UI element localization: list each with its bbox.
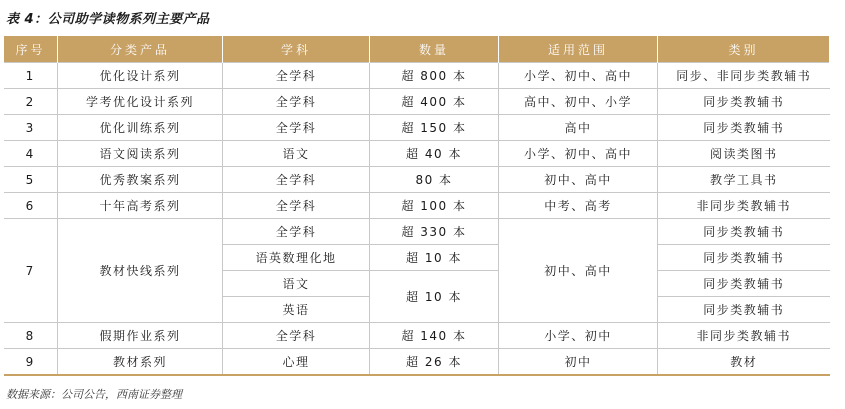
- header-category: 类别: [658, 36, 830, 63]
- table-row: [4, 167, 830, 193]
- cell-subject: 英语: [223, 297, 370, 323]
- cell-subject: 全学科: [223, 63, 370, 89]
- cell-no: 6: [4, 193, 58, 219]
- cell-category: 阅读类图书: [658, 141, 830, 167]
- cell-no: 7: [4, 219, 58, 323]
- cell-subject: 全学科: [223, 167, 370, 193]
- cell-no: 8: [4, 323, 58, 349]
- cell-no: 4: [4, 141, 58, 167]
- cell-product: 优秀教案系列: [58, 167, 223, 193]
- cell-product: 教材系列: [58, 349, 223, 376]
- cell-product: 教材快线系列: [58, 219, 223, 323]
- cell-product: 语文阅读系列: [58, 141, 223, 167]
- table-row: [4, 89, 830, 115]
- cell-category: 同步类教辅书: [658, 115, 830, 141]
- table-title: 表 4：公司助学读物系列主要产品: [6, 12, 210, 27]
- table-row: [4, 349, 830, 376]
- cell-category: 同步类教辅书: [658, 271, 830, 297]
- cell-scope: 小学、初中、高中: [499, 141, 658, 167]
- cell-subject: 全学科: [223, 219, 370, 245]
- cell-quantity: 超 330 本: [370, 219, 499, 245]
- cell-quantity: 超 40 本: [370, 141, 499, 167]
- cell-quantity: 超 10 本: [370, 245, 499, 271]
- header-no: 序号: [4, 36, 58, 63]
- cell-scope: 中考、高考: [499, 193, 658, 219]
- cell-no: 9: [4, 349, 58, 376]
- cell-quantity: 超 400 本: [370, 89, 499, 115]
- cell-scope: 初中、高中: [499, 219, 658, 323]
- cell-no: 5: [4, 167, 58, 193]
- cell-no: 1: [4, 63, 58, 89]
- cell-subject: 语文: [223, 141, 370, 167]
- cell-subject: 全学科: [223, 323, 370, 349]
- cell-category: 同步、非同步类教辅书: [658, 63, 830, 89]
- cell-scope: 高中、初中、小学: [499, 89, 658, 115]
- header-product: 分类产品: [58, 36, 223, 63]
- cell-category: 非同步类教辅书: [658, 193, 830, 219]
- cell-quantity: 超 150 本: [370, 115, 499, 141]
- header-row: [4, 36, 830, 63]
- table-row: [4, 219, 830, 245]
- header-subject: 学科: [223, 36, 370, 63]
- table-row: [4, 63, 830, 89]
- cell-quantity: 超 140 本: [370, 323, 499, 349]
- cell-category: 教学工具书: [658, 167, 830, 193]
- cell-product: 十年高考系列: [58, 193, 223, 219]
- cell-quantity: 超 100 本: [370, 193, 499, 219]
- product-table: [3, 36, 830, 376]
- cell-subject: 全学科: [223, 193, 370, 219]
- header-quantity: 数量: [370, 36, 499, 63]
- cell-subject: 全学科: [223, 89, 370, 115]
- cell-category: 同步类教辅书: [658, 297, 830, 323]
- cell-category: 同步类教辅书: [658, 245, 830, 271]
- cell-subject: 语英数理化地: [223, 245, 370, 271]
- cell-product: 假期作业系列: [58, 323, 223, 349]
- cell-quantity: 80 本: [370, 167, 499, 193]
- cell-category: 同步类教辅书: [658, 219, 830, 245]
- cell-subject: 心理: [223, 349, 370, 376]
- cell-quantity: 超 26 本: [370, 349, 499, 376]
- cell-scope: 初中、高中: [499, 167, 658, 193]
- cell-subject: 全学科: [223, 115, 370, 141]
- cell-scope: 高中: [499, 115, 658, 141]
- cell-scope: 初中: [499, 349, 658, 376]
- cell-product: 优化设计系列: [58, 63, 223, 89]
- cell-scope: 小学、初中、高中: [499, 63, 658, 89]
- table-row: [4, 193, 830, 219]
- cell-product: 学考优化设计系列: [58, 89, 223, 115]
- cell-scope: 小学、初中: [499, 323, 658, 349]
- table-row: [4, 115, 830, 141]
- cell-quantity: 超 10 本: [370, 271, 499, 323]
- source-note: 数据来源：公司公告，西南证券整理: [6, 388, 182, 401]
- table-row: [4, 323, 830, 349]
- cell-category: 非同步类教辅书: [658, 323, 830, 349]
- cell-no: 3: [4, 115, 58, 141]
- cell-category: 同步类教辅书: [658, 89, 830, 115]
- cell-subject: 语文: [223, 271, 370, 297]
- table-row: [4, 141, 830, 167]
- cell-quantity: 超 800 本: [370, 63, 499, 89]
- cell-category: 教材: [658, 349, 830, 376]
- cell-no: 2: [4, 89, 58, 115]
- header-scope: 适用范围: [499, 36, 658, 63]
- cell-product: 优化训练系列: [58, 115, 223, 141]
